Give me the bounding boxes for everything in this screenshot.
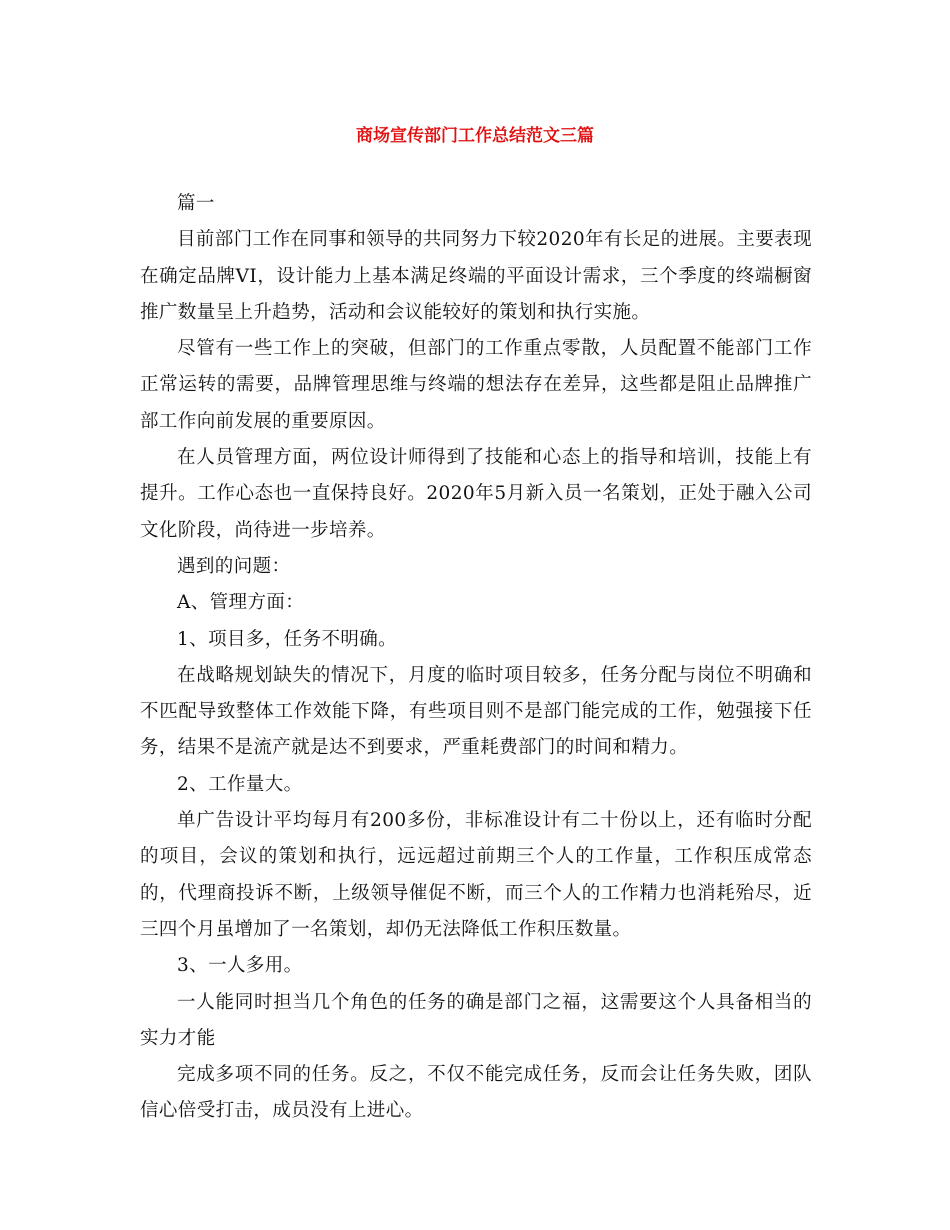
document-title: 商场宣传部门工作总结范文三篇 [356,126,594,146]
paragraph: 尽管有一些工作上的突破，但部门的工作重点零散，人员配置不能部门工作正常运转的需要，品牌管理思维与终端的想法存在差异，这些都是阻止品牌推广部工作向前发展的重要原因。 [140,338,812,432]
paragraph: 完成多项不同的任务。反之，不仅不能完成任务，反而会让任务失败，团队信心倍受打击，成员没有上进心。 [140,1064,812,1122]
paragraph: 在战略规划缺失的情况下，月度的临时项目较多，任务分配与岗位不明确和不匹配导致整体工作效能下降，有些项目则不是部门能完成的工作，勉强接下任务，结果不是流产就是达不到要求，严重耗费部门的时间和精力。 [140,664,812,759]
paragraph: 目前部门工作在同事和领导的共同努力下较2020年有长足的进展。主要表现在确定品牌VI，设计能力上基本满足终端的平面设计需求，三个季度的终端橱窗推广数量呈上升趋势，活动和会议能较好的策划和执行实施。 [140,229,812,323]
list-item-heading: 2、工作量大。 [177,773,303,795]
document-body [140,186,812,1130]
subheading: A、管理方面： [177,592,305,614]
subheading: 遇到的问题： [177,555,291,577]
list-item-heading: 1、项目多，任务不明确。 [177,628,398,650]
paragraph: 单广告设计平均每月有200多份，非标准设计有二十份以上，还有临时分配的项目，会议的策划和执行，远远超过前期三个人的工作量，工作积压成常态的，代理商投诉不断，上级领导催促不断，而三个人的工作精力也消耗殆尽，近三四个月虽增加了一名策划，却仍无法降低工作积压数量。 [140,810,812,940]
paragraph: 一人能同时担当几个角色的任务的确是部门之福，这需要这个人具备相当的实力才能 [140,991,812,1049]
list-item-heading: 3、一人多用。 [177,955,303,977]
section-heading: 篇一 [177,193,215,214]
paragraph: 在人员管理方面，两位设计师得到了技能和心态上的指导和培训，技能上有提升。工作心态也一直保持良好。2020年5月新入员一名策划，正处于融入公司文化阶段，尚待进一步培养。 [140,447,812,541]
